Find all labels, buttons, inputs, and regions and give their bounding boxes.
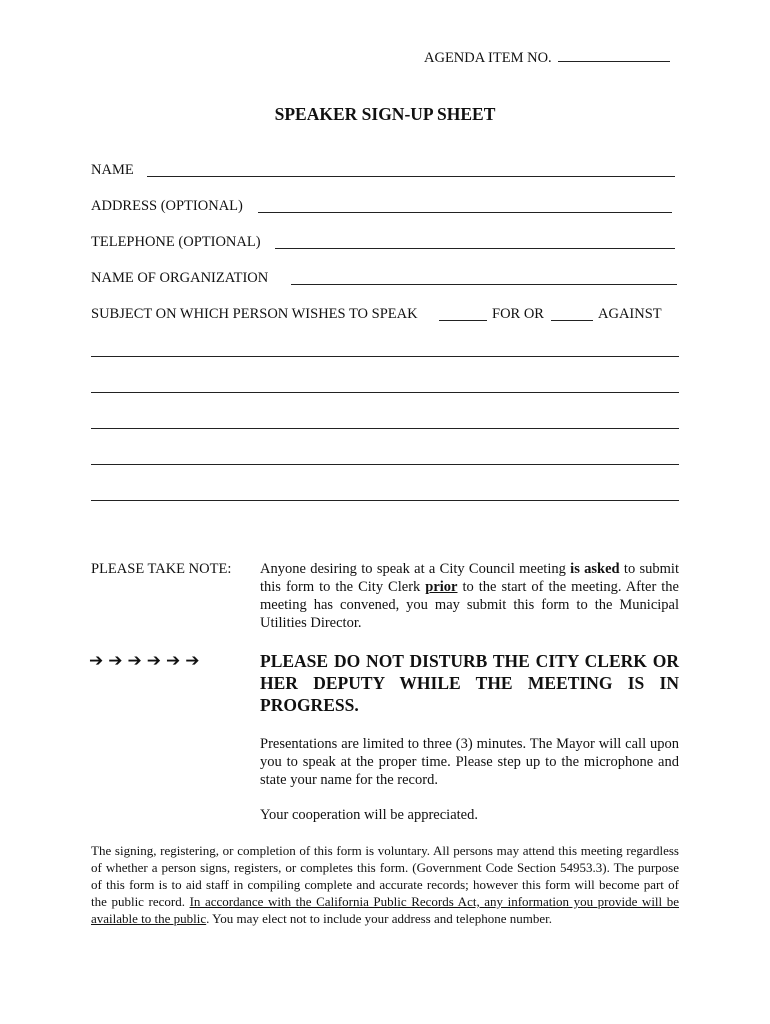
footer-underlined-text: In accordance with the California Public Records Act, any information you provide will be available to the public — [91, 894, 680, 926]
agenda-item-label: AGENDA ITEM NO. — [424, 50, 552, 66]
name-field[interactable] — [147, 176, 675, 177]
telephone-field[interactable] — [275, 248, 675, 249]
subject-line[interactable] — [91, 428, 679, 429]
note-emphasis: prior — [425, 579, 458, 595]
agenda-item-blank[interactable] — [558, 47, 670, 62]
note-label: PLEASE TAKE NOTE: — [91, 561, 232, 577]
against-blank[interactable] — [551, 320, 593, 321]
subject-label: SUBJECT ON WHICH PERSON WISHES TO SPEAK — [91, 306, 418, 322]
for-or-label: FOR OR — [492, 306, 544, 322]
telephone-label: TELEPHONE (OPTIONAL) — [91, 234, 261, 250]
footer-text-part: The signing, registering, or completion of this form is voluntary. All persons may attend this meeting regardless of whether a person signs, registers, or completes this form. (Government Code Section 54953.3). The purpose of this form is to aid staff in compiling complete and accurate records; however this form will become part of the public record. — [91, 843, 679, 909]
organization-label: NAME OF ORGANIZATION — [91, 270, 269, 286]
note-text — [260, 560, 679, 632]
arrow-icons: ➔➔➔➔➔➔ — [89, 651, 205, 671]
note-text-part: to submit this form to the City Clerk — [260, 561, 679, 595]
subject-line[interactable] — [91, 464, 679, 465]
organization-field[interactable] — [291, 284, 677, 285]
agenda-item-line — [424, 47, 670, 67]
note-text-part: Anyone desiring to speak at a City Council meeting — [260, 561, 571, 577]
warning-text: PLEASE DO NOT DISTURB THE CITY CLERK OR HER DEPUTY WHILE THE MEETING IS IN PROGRESS. — [260, 651, 679, 715]
footer-disclaimer — [91, 842, 679, 927]
note-emphasis: is asked — [570, 561, 620, 577]
presentations-text: Presentations are limited to three (3) minutes. The Mayor will call upon you to speak at the proper time. Please step up to the microphone and state your name for the record. — [260, 736, 679, 788]
subject-line[interactable] — [91, 356, 679, 357]
cooperation-text: Your cooperation will be appreciated. — [260, 807, 478, 823]
footer-text-part: . You may elect not to include your address and telephone number. — [206, 911, 553, 926]
subject-line[interactable] — [91, 500, 679, 501]
against-label: AGAINST — [598, 306, 662, 322]
address-label: ADDRESS (OPTIONAL) — [91, 198, 243, 214]
for-blank[interactable] — [439, 320, 487, 321]
subject-line[interactable] — [91, 392, 679, 393]
address-field[interactable] — [258, 212, 672, 213]
name-label: NAME — [91, 162, 134, 178]
page-title: SPEAKER SIGN-UP SHEET — [274, 104, 496, 124]
note-text-part: to the start of the meeting. After the meeting has convened, you may submit this form to the Municipal Utilities Director. — [260, 579, 679, 631]
